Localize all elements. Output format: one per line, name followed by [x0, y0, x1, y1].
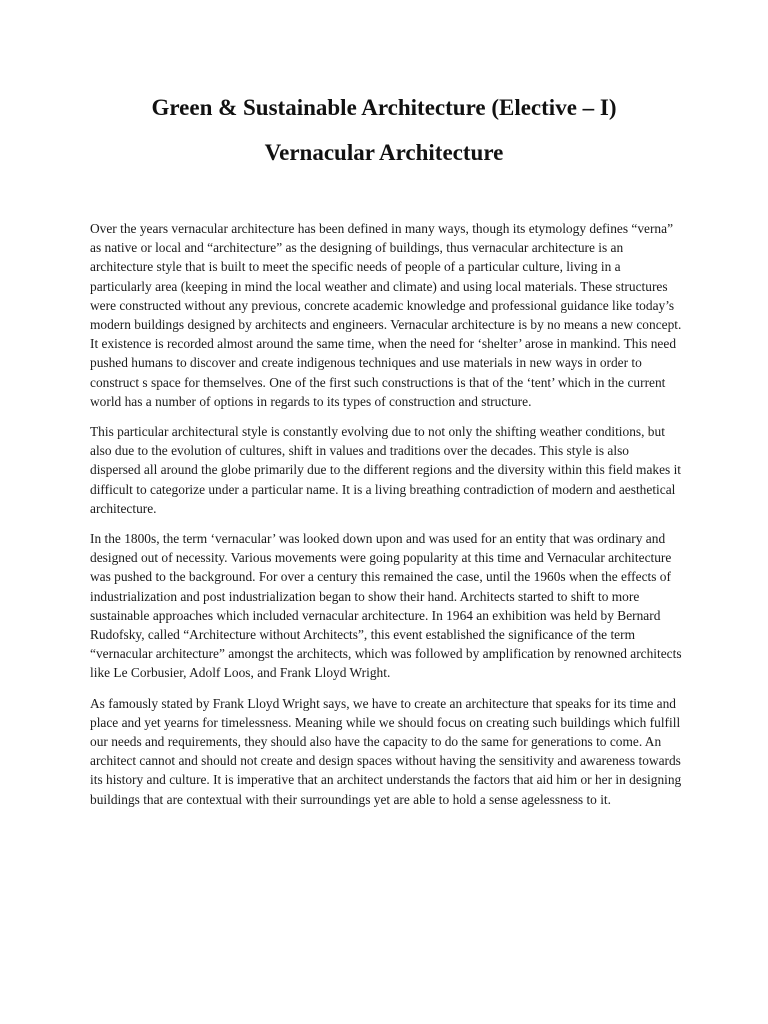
paragraph-3: In the 1800s, the term ‘vernacular’ was looked down upon and was used for an entity that was ordinary and designed out of necessity. Various movements were going popularity at this time and Vernacular architecture was pushed to the background. For over a century this remained the case, until the 1960s when the effects of industrialization and post industrialization began to show their hand. Architects started to shift to more sustainable approaches which included vernacular architecture. In 1964 an exhibition was held by Bernard Rudofsky, called “Architecture without Architects”, this event established the significance of the term “vernacular architecture” amongst the architects, which was followed by amplification by renowned architects like Le Corbusier, Adolf Loos, and Frank Lloyd Wright. [90, 531, 682, 681]
paragraph-2: This particular architectural style is constantly evolving due to not only the shifting weather conditions, but also due to the evolution of cultures, shift in values and traditions over the decades. This style is also dispersed all around the globe primarily due to the different regions and the diversity within this field makes it difficult to categorize under a particular name. It is a living breathing contradiction of modern and aesthetical architecture. [90, 424, 682, 516]
document-body [90, 219, 682, 820]
paragraph-4: As famously stated by Frank Lloyd Wright says, we have to create an architecture that speaks for its time and place and yet yearns for timelessness. Meaning while we should focus on creating such buildings which fulfill our needs and requirements, they should also have the capacity to do the same for generations to come. An architect cannot and should not create and design spaces without having the sensitivity and awareness towards its history and culture. It is imperative that an architect understands the factors that aid him or her in designing buildings that are contextual with their surroundings yet are able to hold a sense agelessness to it. [90, 695, 682, 807]
document-title: Green & Sustainable Architecture (Elective – I) [151, 95, 617, 120]
paragraph-1: Over the years vernacular architecture has been defined in many ways, though its etymology defines “verna” as native or local and “architecture” as the designing of buildings, thus vernacular architecture is an architecture style that is built to meet the specific needs of people of a particular culture, living in a particularly area (keeping in mind the local weather and climate) and using local materials. These structures were constructed without any previous, concrete academic knowledge and professional guidance like today’s modern buildings designed by architects and engineers. Vernacular architecture is by no means a new concept. It existence is recorded almost around the same time, when the need for ‘shelter’ arose in mankind. This need pushed humans to discover and create indigenous techniques and use materials in new ways in order to construct s space for themselves. One of the first such constructions is that of the ‘tent’ which in the current world has a number of options in regards to its types of construction and structure. [90, 221, 682, 409]
document-subtitle: Vernacular Architecture [264, 140, 504, 165]
